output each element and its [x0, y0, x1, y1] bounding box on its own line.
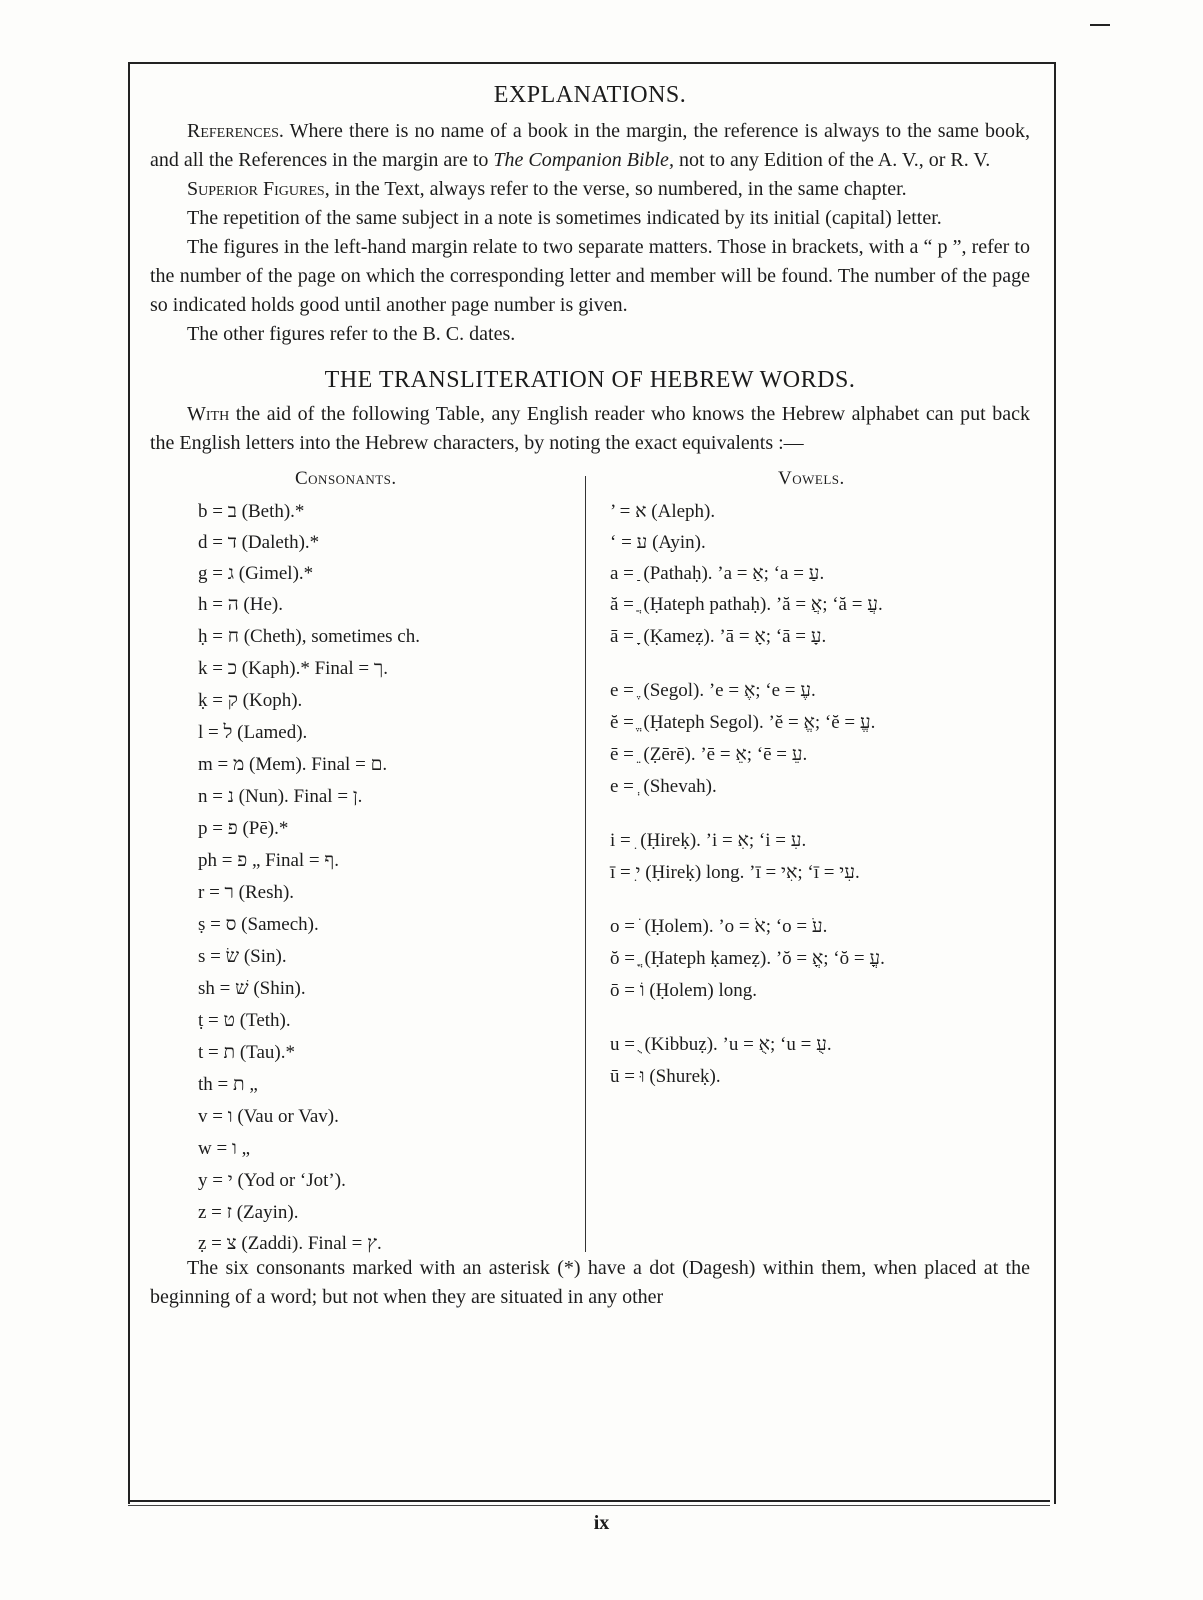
consonant-row: d = ד (Daleth).*: [198, 532, 320, 553]
consonant-row: g = ג (Gimel).*: [198, 563, 314, 584]
consonants-title: Consonants.: [295, 468, 397, 489]
superior-figures-text: in the Text, always refer to the verse, so numbered, in the same chapter.: [329, 178, 907, 200]
references-text: Where there is no name of a book in the margin, the reference is always to the same book, and all the References in the margin are to: [150, 120, 1030, 171]
consonant-row: r = ר (Resh).: [198, 882, 295, 903]
explanations-heading: EXPLANATIONS.: [493, 82, 687, 108]
intro-lead: With: [187, 403, 230, 425]
consonant-row: l = ל (Lamed).: [198, 722, 308, 743]
superior-figures-lead: Superior Figures,: [187, 178, 330, 200]
references-lead: References.: [187, 120, 284, 142]
consonant-row: ṭ = ט (Teth).: [198, 1010, 291, 1031]
consonant-row: t = ת (Tau).*: [198, 1042, 295, 1063]
bc-dates-paragraph: The other figures refer to the B. C. dates.: [187, 323, 516, 345]
consonant-row: ḥ = ח (Cheth), sometimes ch.: [198, 626, 420, 647]
consonant-row: p = פ (Pē).*: [198, 818, 289, 839]
transliteration-tables: [150, 468, 1030, 1254]
consonant-row: ḳ = ק (Koph).: [198, 690, 303, 711]
vowel-row: o = ֹ (Ḥolem). ’o = אֹ; ‘o = עֹ.: [610, 916, 828, 937]
consonant-row: h = ה (He).: [198, 594, 283, 615]
vowel-row: e = ֶ (Segol). ’e = אֶ; ‘e = עֶ.: [610, 680, 816, 701]
intro-text: the aid of the following Table, any English reader who knows the Hebrew alphabet can put back the English letters into the Hebrew characters, by noting the exact equivalents :—: [150, 403, 1030, 454]
vowel-row: ū = וּ (Shureḳ).: [610, 1066, 721, 1087]
vowel-row: ē = ֵ (Ẓērē). ’ē = אֵ; ‘ē = עֵ.: [610, 744, 808, 765]
consonant-row: v = ו (Vau or Vav).: [198, 1106, 339, 1127]
consonant-row: y = י (Yod or ‘Jot’).: [198, 1170, 346, 1191]
transliteration-heading: THE TRANSLITERATION OF HEBREW WORDS.: [324, 367, 856, 393]
frame-bottom-rule: [128, 1500, 1050, 1502]
vowel-row: i = ִ (Ḥireḳ). ’i = אִ; ‘i = עִ.: [610, 830, 807, 851]
references-tail: not to any Edition of the A. V., or R. V.: [673, 149, 991, 171]
margin-figures-paragraph: The figures in the left-hand margin relate to two separate matters. Those in brackets, with a “ p ”, refer to the number of the page on which the corresponding letter and member will be found. The number of the page so indicated holds good until another page number is given.: [150, 236, 1030, 316]
vowel-row: a = ַ (Pathaḥ). ’a = אַ; ‘a = עַ.: [610, 563, 825, 584]
consonant-row: k = כ (Kaph).* Final = ך.: [198, 658, 388, 679]
superior-figures-paragraph: [150, 175, 1030, 204]
vowel-row: ‘ = ע (Ayin).: [610, 532, 706, 553]
vowel-row: u = ֻ (Kibbuẓ). ’u = אֻ; ‘u = עֻ.: [610, 1034, 832, 1055]
consonant-row: ṣ = ס (Samech).: [198, 914, 319, 935]
vowel-row: ŏ = ֳ (Ḥateph ḳameẓ). ’ŏ = אֳ; ‘ŏ = עֳ.: [610, 948, 885, 969]
vowel-row: ’ = א (Aleph).: [610, 501, 716, 522]
dagesh-footnote: The six consonants marked with an asterisk (*) have a dot (Dagesh) within them, when placed at the beginning of a word; but not when they are situated in any other: [150, 1257, 1030, 1308]
consonant-row: b = ב (Beth).*: [198, 501, 305, 522]
vowel-row: ă = ֲ (Ḥateph pathaḥ). ’ă = אֲ; ‘ă = עֲ.: [610, 594, 883, 615]
corner-mark: [1090, 24, 1110, 26]
consonant-row: ẓ = צ (Zaddi). Final = ץ.: [198, 1233, 382, 1254]
companion-bible-title: The Companion Bible,: [493, 149, 674, 171]
vowel-row: ā = ָ (Ḳameẓ). ’ā = אָ; ‘ā = עָ.: [610, 626, 827, 647]
vowel-row: ĕ = ֱ (Ḥateph Segol). ’ĕ = אֱ; ‘ĕ = עֱ.: [610, 712, 876, 733]
consonant-row: sh = שׁ (Shin).: [198, 978, 306, 999]
transliteration-intro: [150, 400, 1030, 458]
consonant-row: n = נ (Nun). Final = ן.: [198, 786, 363, 807]
consonant-row: s = שׂ (Sin).: [198, 946, 287, 967]
consonant-row: m = מ (Mem). Final = ם.: [198, 754, 388, 775]
page-content: [150, 82, 1030, 1312]
consonant-row: w = ו „: [198, 1138, 250, 1159]
repetition-paragraph: The repetition of the same subject in a note is sometimes indicated by its initial (capital) letter.: [187, 207, 942, 229]
vowels-title: Vowels.: [778, 468, 845, 489]
consonant-row: z = ז (Zayin).: [198, 1202, 299, 1223]
column-divider: [585, 476, 586, 1252]
consonant-row: th = ת „: [198, 1074, 258, 1095]
vowel-row: e = ְ (Shevah).: [610, 776, 717, 797]
vowel-row: ī = ִי (Ḥireḳ) long. ’ī = אִי; ‘ī = עִי.: [610, 862, 860, 883]
consonant-row: ph = פ „ Final = ף.: [198, 850, 339, 871]
references-paragraph: [150, 117, 1030, 175]
frame-bottom-rule-thin: [128, 1505, 1050, 1506]
vowel-row: ō = וֹ (Ḥolem) long.: [610, 980, 757, 1001]
page-number: ix: [593, 1512, 610, 1534]
